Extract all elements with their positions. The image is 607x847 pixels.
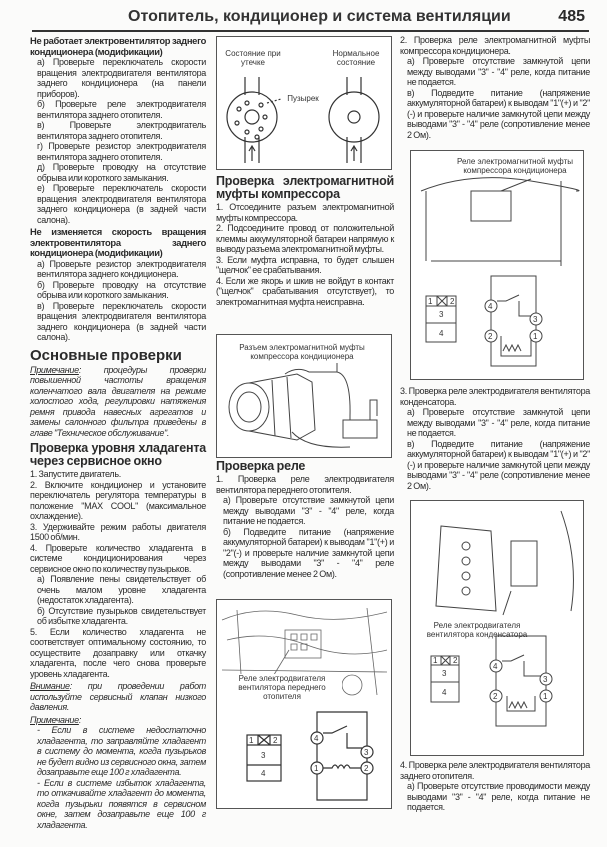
list-item: б) Проверьте проводку на отсутствие обрыва или короткого замыкания. [37,279,206,301]
label-clutch-connector: Разъем электромагнитной муфты компрессора кондиционера [239,343,365,361]
label-condenser-relay: Реле электродвигателя вентилятора конденсатора [426,621,528,639]
column-right-top [400,35,590,140]
pin-label: 2 [450,297,455,306]
warning [30,681,206,713]
pin-label: 1 [543,692,548,701]
heading-rear-fan: Не работает электровентилятор заднего кондиционера (модификации) [30,35,206,57]
pin-label: 3 [543,675,548,684]
heading-basic-checks: Основные проверки [30,346,182,364]
list-item: б) Подведите питание (напряжение аккумуляторной батареи) к выводам "1"(+) и "2"(-) и проверьте наличие замкнутой цепи между выводами "3" - "4" реле (сопротивление менее 2 Ом). [223,526,394,579]
note2-label: Примечание [30,714,79,725]
heading-refrigerant-level: Проверка уровня хладагента через сервисное окно [30,441,206,469]
list-item: в) Проверьте электродвигатель вентилятора заднего отопителя. [37,120,206,141]
list-item: в) Подведите питание (напряжение аккумуляторной батареи) к выводам "1"(+) и "2"(-) и проверьте наличие замкнутой цепи между выводами "3" - "4" реле (сопротивление менее 2 Ом). [407,438,590,491]
list-item: д) Проверьте проводку на отсутствие обрыва или короткого замыкания. [37,162,206,183]
pin-label: 1 [314,764,319,773]
label-normal-state: Нормальное состояние [332,49,380,67]
pin-label: 3 [442,669,447,678]
pin-label: 2 [364,764,369,773]
column-middle-bottom [216,460,394,579]
page-header [32,8,589,32]
step: 4. Проверка реле электродвигателя вентилятора заднего отопителя. [400,760,590,781]
list-item: б) Отсутствие пузырьков свидетельствует об избытке хладагента. [37,605,206,627]
label-leak-state: Состояние при утечке [225,49,281,67]
step: 3. Если муфта исправна, то будет слышен "щелчок" ее срабатывания. [216,254,394,275]
heading-clutch-check: Проверка электромагнитной муфты компрессора [216,174,394,201]
relay-schematic [217,600,391,808]
sight-glass-drawing [217,37,391,169]
chapter-title: Отопитель, кондиционер и система вентиляции [128,8,511,25]
step: 5. Если количество хладагента не соответствует оптимальному состоянию, то осуществите дозаправку или откачку хладагента, после чего снова проверьте уровень хладагента. [30,626,206,679]
column-left [30,34,206,830]
pin-label: 3 [364,748,369,757]
list-item: а) Проверьте отсутствие замкнутой цепи между выводами "3" - "4" реле, когда питание не подается. [407,407,590,438]
pin-label: 1 [428,297,433,306]
clutch-relay-drawing [411,151,583,379]
step: 2. Включите кондиционер и установите переключатель регулятора температуры в положение "MAX COOL" (максимальное охлаждение). [30,479,206,522]
list-item: в) Проверьте переключатель скорости вращения электродвигателя вентилятора заднего кондиционера (в задней части салона). [37,300,206,343]
pin-label: 1 [433,656,438,665]
list-item: в) Подведите питание (напряжение аккумуляторной батареи) к выводам "1"(+) и "2"(-) и проверьте наличие замкнутой цепи между выводами "3" - "4" реле (сопротивление менее 2 Ом). [407,87,590,140]
heading-speed: Не изменяется скорость вращения электровентилятора заднего кондиционера (модификации) [30,226,206,259]
list-item: а) Появление пены свидетельствует об очень малом уровне хладагента (недостаток хладагента). [37,574,206,606]
note-item: - Если в системе избыток хладагента, то откачивайте хладагент до момента, когда пузырьки появятся в сервисном окне, затем дозаправьте еще 100 г хладагента. [37,777,206,830]
column-right-bottom [400,760,590,813]
note-item: - Если в системе недостаточно хладагента, то заправляйте хладагент в систему до момента, когда пузырьков не будет видно из сервисного окна, затем дозаправьте еще 100 г хладагента. [37,725,206,778]
list-item: а) Проверьте резистор электродвигателя вентилятора заднего кондиционера. [37,258,206,280]
label-clutch-relay: Реле электромагнитной муфты компрессора кондиционера [457,157,573,175]
column-right-middle [400,386,590,491]
list-item: а) Проверьте отсутствие замкнутой цепи между выводами "3" - "4" реле, когда питание не подается. [407,56,590,87]
list-item: а) Проверьте отсутствие замкнутой цепи между выводами "3" - "4" реле, когда питание не подается. [223,495,394,526]
step: 2. Проверка реле электромагнитной муфты компрессора кондиционера. [400,35,590,56]
figure-clutch-relay [410,150,584,380]
pin-label: 4 [439,329,444,338]
note2: Примечание: [30,714,82,725]
pin-label: 1 [533,332,538,341]
list-item: г) Проверьте резистор электродвигателя вентилятора заднего отопителя. [37,141,206,162]
compressor-drawing [217,335,391,457]
note-label: Примечание [30,364,79,375]
pin-label: 3 [261,751,266,760]
list-item: е) Проверьте переключатель скорости вращения электродвигателя вентилятора заднего кондиционера (в задней части салона). [37,183,206,225]
label-bubble: Пузырек [287,94,319,103]
heading-relay-check: Проверка реле [216,459,306,473]
note [30,365,206,439]
pin-label: 1 [249,736,254,745]
pin-label: 3 [439,310,444,319]
figure-front-heater-relay [216,599,392,809]
pin-label: 4 [488,302,493,311]
figure-sight-glass [216,36,392,170]
column-middle-top [216,171,394,307]
figure-compressor [216,334,392,458]
step: 1. Отсоедините разъем электромагнитной муфты компрессора. [216,202,394,223]
warning-label: Внимание [30,681,70,692]
list-item: а) Проверьте отсутствие проводимости между выводами "3" - "4" реле, когда питание не подается. [407,781,590,812]
list-item: а) Проверьте переключатель скорости вращения электродвигателя вентилятора заднего кондиционера (на панели приборов). [37,57,206,99]
pin-label: 2 [453,656,458,665]
step: 3. Проверка реле электродвигателя вентилятора конденсатора. [400,386,590,407]
pin-label: 2 [488,332,493,341]
page-number: 485 [558,8,585,25]
step: 1. Проверка реле электродвигателя вентилятора переднего отопителя. [216,474,394,495]
pin-label: 2 [493,692,498,701]
step: 1. Запустите двигатель. [30,469,121,480]
step: 4. Проверьте количество хладагента в системе кондиционирования через сервисное окно по количеству пузырьков. [30,542,206,574]
pin-label: 4 [261,769,266,778]
figure-condenser-relay [410,500,584,756]
label-front-relay: Реле электродвигателя вентилятора переднего отопителя [222,674,342,701]
pin-label: 3 [533,315,538,324]
warning-text: : при проведении работ используйте сервисный клапан низкого давления. [30,681,206,713]
note-text: : процедуры проверки повышенной частоты вращения коленчатого вала двигателя на режиме холостого хода, регулировки натяжения ремня привода навесных агрегатов и замены салонного фильтра приведены в главе "Техническое обслуживание". [30,364,206,438]
pin-label: 4 [314,734,319,743]
pin-label: 2 [273,736,278,745]
pin-label: 4 [442,688,447,697]
step: 2. Подсоедините провод от положительной клеммы аккумуляторной батареи напрямую к выводу разъема электромагнитной муфты. [216,223,394,254]
step: 4. Если же якорь и шкив не войдут в контакт ("щелчок" срабатывания отсутствует), то электромагнитная муфта неисправна. [216,275,394,307]
pin-label: 4 [493,662,498,671]
step: 3. Удерживайте режим работы двигателя 1500 об/мин. [30,521,206,543]
list-item: б) Проверьте реле электродвигателя вентилятора заднего отопителя. [37,99,206,120]
